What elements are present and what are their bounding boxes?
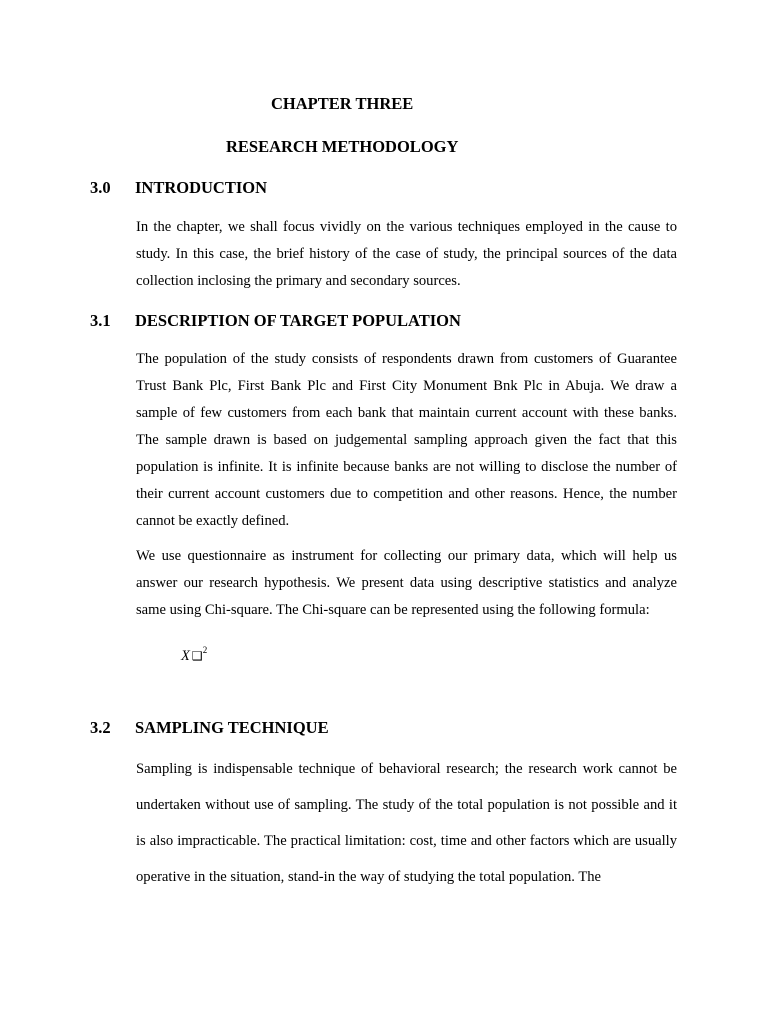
sampling-technique-paragraph: Sampling is indispensable technique of behavioral research; the research work cannot be undertaken without use of sampling. The study of the total population is not possible and it is also impracticable. The practical limitation: cost, time and other factors which are usually operative in the situation, stand-in the way of studying the total population. The [136,761,677,885]
section-title: DESCRIPTION OF TARGET POPULATION [135,311,461,330]
chapter-subtitle: RESEARCH METHODOLOGY [226,137,459,156]
formula-exponent: 2 [202,645,208,655]
section-title: SAMPLING TECHNIQUE [135,718,329,737]
missing-glyph-icon: ❑ [191,649,203,663]
section-number: 3.0 [90,178,111,197]
formula-variable: X [181,648,190,664]
section-title: INTRODUCTION [135,178,268,197]
chi-square-formula [181,640,207,666]
section-number: 3.2 [90,718,111,737]
section-number: 3.1 [90,311,111,330]
chapter-title: CHAPTER THREE [271,94,414,113]
section-heading-sampling-technique [90,718,329,738]
introduction-paragraph: In the chapter, we shall focus vividly on the various techniques employed in the cause to study. In this case, the brief history of the case of study, the principal sources of the data collection inclosing the primary and secondary sources. [136,219,677,289]
section-heading-target-population [90,311,461,331]
target-population-paragraph-1: The population of the study consists of respondents drawn from customers of Guarantee Trust Bank Plc, First Bank Plc and First City Monument Bnk Plc in Abuja. We draw a sample of few customers from each bank that maintain current account with these banks. The sample drawn is based on judgemental sampling approach given the fact that this population is infinite. It is infinite because banks are not willing to disclose the number of their current account customers due to competition and other reasons. Hence, the number cannot be exactly defined. [136,351,677,529]
target-population-paragraph-2: We use questionnaire as instrument for collecting our primary data, which will help us answer our research hypothesis. We present data using descriptive statistics and analyze same using Chi-square. The Chi-square can be represented using the following formula: [136,548,677,618]
section-heading-introduction [90,178,267,198]
